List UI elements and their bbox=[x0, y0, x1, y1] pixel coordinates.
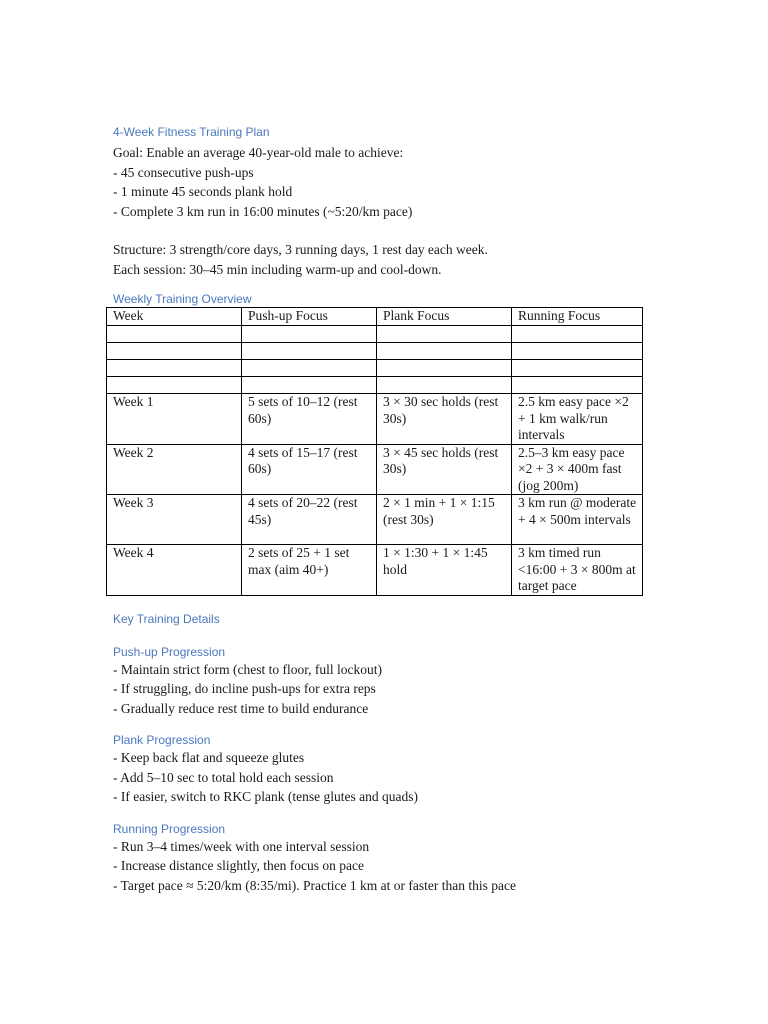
table-cell bbox=[107, 326, 242, 343]
overview-table bbox=[106, 307, 643, 596]
table-row-week-3 bbox=[107, 495, 643, 545]
running-cell: 2.5 km easy pace ×2 + 1 km walk/run intervals bbox=[512, 394, 643, 445]
column-header-running: Running Focus bbox=[512, 308, 643, 326]
empty-row bbox=[107, 343, 643, 360]
pushup-tip: - Gradually reduce rest time to build endurance bbox=[113, 700, 369, 716]
plank-cell: 1 × 1:30 + 1 × 1:45 hold bbox=[377, 545, 512, 596]
structure-line: Each session: 30–45 min including warm-up and cool-down. bbox=[113, 261, 442, 277]
running-tip: - Target pace ≈ 5:20/km (8:35/mi). Practice 1 km at or faster than this pace bbox=[113, 877, 516, 893]
plank-tip: - Keep back flat and squeeze glutes bbox=[113, 750, 305, 765]
running-cell: 3 km run @ moderate + 4 × 500m intervals bbox=[512, 495, 643, 545]
table-cell bbox=[377, 326, 512, 343]
table-cell bbox=[107, 343, 242, 360]
week-cell: Week 2 bbox=[107, 444, 242, 495]
pushup-cell: 4 sets of 20–22 (rest 45s) bbox=[242, 495, 377, 545]
table-cell bbox=[512, 343, 643, 360]
column-header-pushup: Push-up Focus bbox=[242, 308, 377, 326]
details-heading: Key Training Details bbox=[113, 611, 220, 626]
running-tip: - Run 3–4 times/week with one interval session bbox=[113, 838, 370, 854]
goal-line: - Complete 3 km run in 16:00 minutes (~5:20/km pace) bbox=[113, 203, 413, 219]
column-header-week: Week bbox=[107, 308, 242, 326]
week-cell: Week 1 bbox=[107, 394, 242, 445]
plank-tip: - If easier, switch to RKC plank (tense glutes and quads) bbox=[113, 789, 419, 804]
empty-row bbox=[107, 377, 643, 394]
week-cell: Week 3 bbox=[107, 495, 242, 545]
table-header-row bbox=[107, 308, 643, 326]
pushup-cell: 5 sets of 10–12 (rest 60s) bbox=[242, 394, 377, 445]
empty-row bbox=[107, 326, 643, 343]
table-cell bbox=[512, 377, 643, 394]
table-cell bbox=[512, 360, 643, 377]
plank-cell: 3 × 45 sec holds (rest 30s) bbox=[377, 444, 512, 495]
column-header-plank: Plank Focus bbox=[377, 308, 512, 326]
plank-progression-heading: Plank Progression bbox=[113, 733, 211, 747]
running-cell: 2.5–3 km easy pace ×2 + 3 × 400m fast (jog 200m) bbox=[512, 444, 643, 495]
table-row-week-4 bbox=[107, 545, 643, 596]
running-cell: 3 km timed run <16:00 + 3 × 800m at target pace bbox=[512, 545, 643, 596]
table-cell bbox=[377, 343, 512, 360]
table-row-week-1 bbox=[107, 394, 643, 445]
table-row-week-2 bbox=[107, 444, 643, 495]
goal-line: - 45 consecutive push-ups bbox=[113, 164, 254, 180]
plank-cell: 2 × 1 min + 1 × 1:15 (rest 30s) bbox=[377, 495, 512, 545]
week-cell: Week 4 bbox=[107, 545, 242, 596]
plank-tip: - Add 5–10 sec to total hold each session bbox=[113, 769, 334, 785]
empty-row bbox=[107, 360, 643, 377]
goal-line: Goal: Enable an average 40-year-old male to achieve: bbox=[113, 145, 404, 160]
pushup-cell: 4 sets of 15–17 (rest 60s) bbox=[242, 444, 377, 495]
table-cell bbox=[242, 343, 377, 360]
table-cell bbox=[377, 360, 512, 377]
table-cell bbox=[242, 326, 377, 343]
document-title: 4-Week Fitness Training Plan bbox=[113, 125, 270, 139]
running-tip: - Increase distance slightly, then focus on pace bbox=[113, 858, 365, 873]
document-page bbox=[113, 124, 653, 895]
pushup-tip: - If struggling, do incline push-ups for extra reps bbox=[113, 681, 376, 696]
table-cell bbox=[107, 360, 242, 377]
table-cell bbox=[512, 326, 643, 343]
structure-line: Structure: 3 strength/core days, 3 running days, 1 rest day each week. bbox=[113, 242, 488, 257]
plank-cell: 3 × 30 sec holds (rest 30s) bbox=[377, 394, 512, 445]
pushup-progression-heading: Push-up Progression bbox=[113, 644, 226, 659]
running-progression-heading: Running Progression bbox=[113, 821, 226, 836]
table-cell bbox=[242, 360, 377, 377]
goal-line: - 1 minute 45 seconds plank hold bbox=[113, 184, 293, 199]
table-cell bbox=[107, 377, 242, 394]
table-cell bbox=[377, 377, 512, 394]
overview-heading: Weekly Training Overview bbox=[113, 292, 252, 306]
table-cell bbox=[242, 377, 377, 394]
pushup-cell: 2 sets of 25 + 1 set max (aim 40+) bbox=[242, 545, 377, 596]
pushup-tip: - Maintain strict form (chest to floor, full lockout) bbox=[113, 661, 383, 677]
